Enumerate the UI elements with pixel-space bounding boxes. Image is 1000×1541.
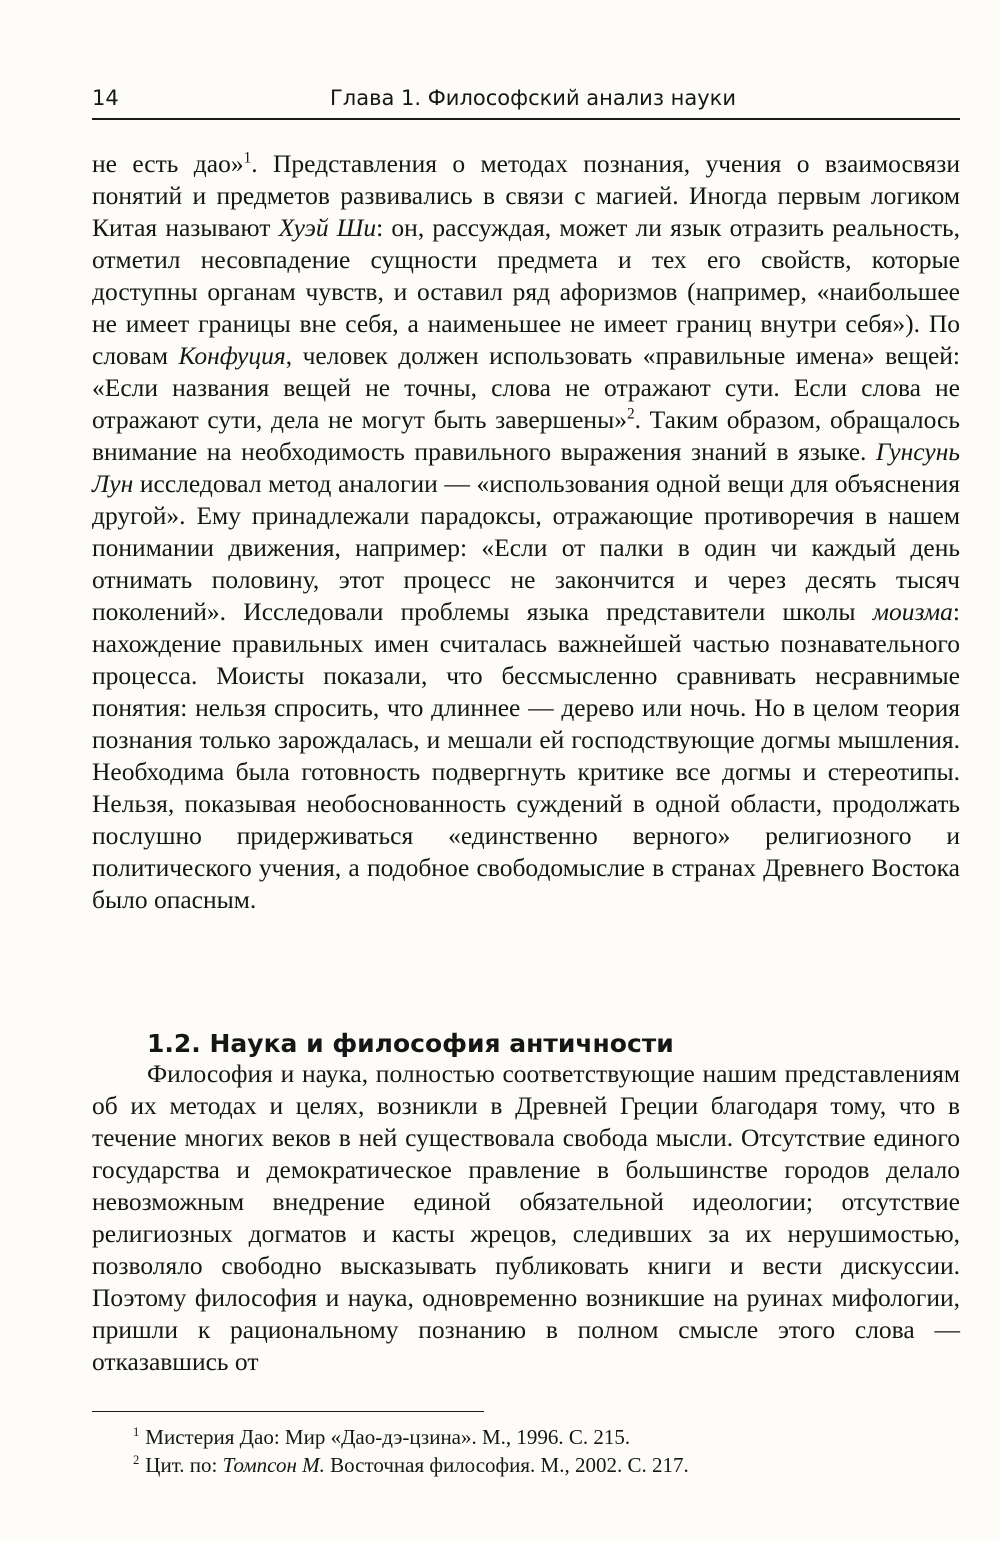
term-mohism: моизма xyxy=(872,597,953,626)
page-number: 14 xyxy=(92,86,119,110)
footnote-1 xyxy=(133,1423,960,1451)
footnote-author: Томпсон М. xyxy=(222,1453,325,1477)
footnotes xyxy=(133,1423,960,1479)
footnote-text: Восточная философия. М., 2002. С. 217. xyxy=(324,1453,689,1477)
footnote-number: 1 xyxy=(133,1425,140,1439)
name-confucius: Конфуция xyxy=(178,341,286,370)
footnote-prefix: Цит. по: xyxy=(145,1453,223,1477)
footnote-ref-1[interactable]: 1 xyxy=(243,149,252,167)
paragraph-text: не есть дао»$^1$. Представления о методах познания, учения о взаимосвязи понятий и предметов развивались в связи с магией. Иногда первым логиком Китая называют Хуэй Ши: он, рассуждая, может ли язык отразить реальность, отметил несовпадение сущности предмета и тех его свойств, которые доступны органам чувств, и оставил ряд афоризмов (например, «наибольшее не имеет границы вне себя, а наименьшее не имеет границ внутри себя»). По словам Конфуция, человек должен использовать «правильные имена» вещей: «Если названия вещей не точны, слова не отражают сути. Если слова не отражают сути, дела не могут быть завершены»$^2$. Таким образом, обращалось внимание на необходимость правильного выражения знаний в языке. Гунсунь Лун исследовал метод аналогии — «использования одной вещи для объяснения другой». Ему принадлежали парадоксы, отражающие противоречия в нашем понимании движения, например: «Если от палки в один чи каждый день отнимать половину, этот процесс не закончится и через десять тысяч поколений». Исследовали проблемы языка представители школы моизма: нахождение правильных имен считалась важнейшей частью познавательного процесса. Моисты показали, что бессмысленно сравнивать несравнимые понятия: нельзя спросить, что длиннее — дерево или ночь. Но в целом теория познания только зарождалась, и мешали ей господствующие догмы мышления. Необходима была готовность подвергнуть критике все догмы и стереотипы. Нельзя, показывая необоснованность суждений в одной области, продолжать послушно придерживаться «единственно верного» религиозного и политического учения, а подобное свободомыслие в странах Древнего Востока было опасным. xyxy=(92,149,961,914)
section-heading: 1.2. Наука и философия античности xyxy=(147,1028,674,1058)
paragraph-ancient-greece xyxy=(92,1058,960,1378)
footnote-ref-2[interactable]: 2 xyxy=(626,405,635,423)
footnote-2 xyxy=(133,1451,960,1479)
paragraph-china-logic xyxy=(92,148,960,916)
footnote-divider xyxy=(92,1411,484,1412)
chapter-title: Глава 1. Философский анализ науки xyxy=(330,86,737,110)
footnote-number: 2 xyxy=(133,1453,140,1467)
name-gongsun-long: Гунсунь Лун xyxy=(92,437,960,498)
footnote-text: Мистерия Дао: Мир «Дао-дэ-цзина». М., 1996. С. 215. xyxy=(145,1425,631,1449)
name-hui-shi: Хуэй Ши xyxy=(278,213,377,242)
paragraph-text: Философия и наука, полностью соответствующие нашим представлениям об их методах и целях, возникли в Древней Греции благодаря тому, что в течение многих веков в ней существовала свобода мысли. Отсутствие единого государства и демократическое правление в большинстве городов делало невозможным внедрение единой обязательной идеологии; отсутствие религиозных догматов и касты жрецов, следивших за их нерушимостью, позволяло свободно высказывать публиковать книги и вести дискуссии. Поэтому философия и наука, одновременно возникшие на руинах мифологии, пришли к рациональному познанию в полном смысле этого слова — отказавшись от xyxy=(92,1059,960,1376)
running-head xyxy=(92,84,960,120)
